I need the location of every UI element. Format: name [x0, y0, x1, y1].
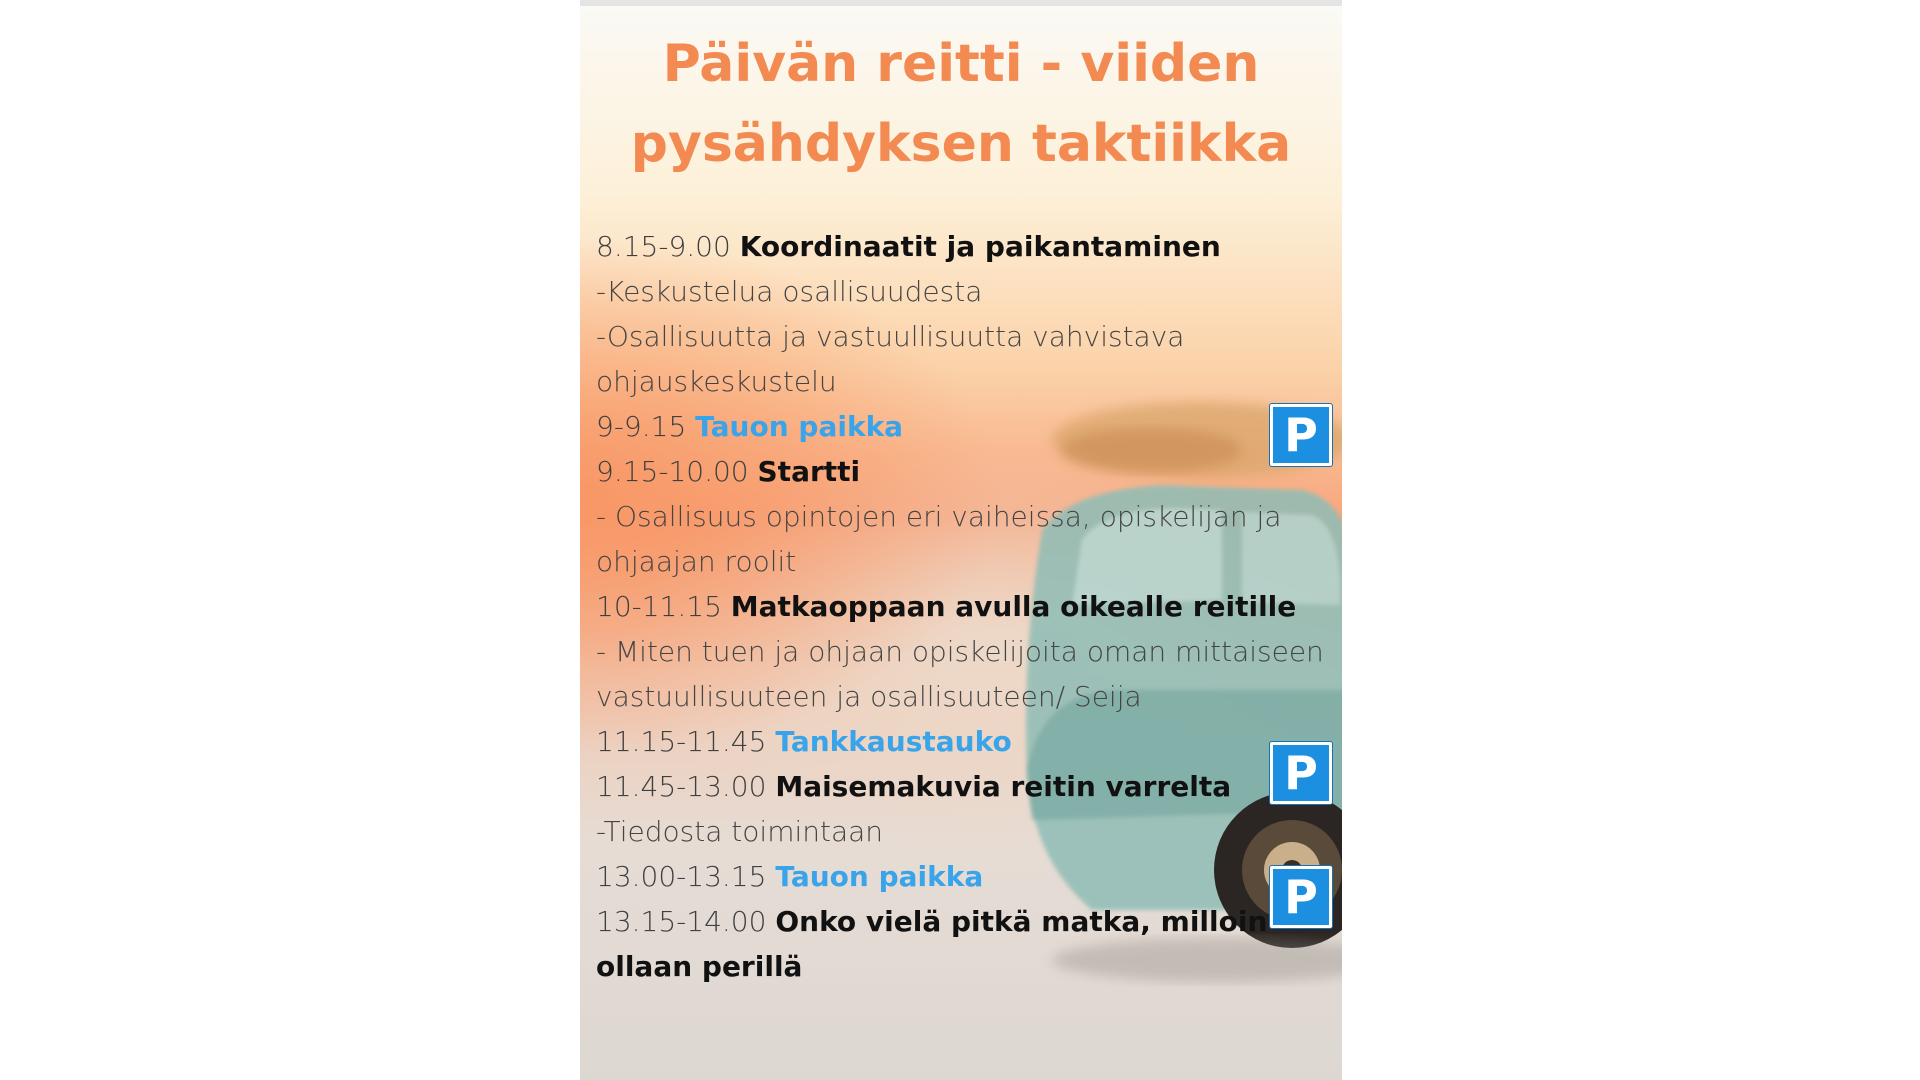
poster	[580, 0, 1342, 1080]
agenda-title: Maisemakuvia reitin varrelta	[775, 770, 1232, 803]
agenda-time: 10-11.15	[596, 590, 722, 623]
parking-sign-icon: P	[1270, 742, 1332, 804]
agenda-note: -Tiedosta toimintaan	[596, 815, 884, 848]
parking-sign-icon: P	[1270, 404, 1332, 466]
agenda-list	[596, 224, 1336, 989]
agenda-note: -Keskustelua osallisuudesta	[596, 275, 983, 308]
agenda-time: 9-9.15	[596, 410, 687, 443]
agenda-note: - Osallisuus opintojen eri vaiheissa, opiskelijan ja ohjaajan roolit	[596, 500, 1282, 578]
agenda-title: Startti	[757, 455, 861, 488]
title-line-2: pysähdyksen taktiikka	[630, 114, 1292, 174]
agenda-time: 8.15-9.00	[596, 230, 731, 263]
agenda-note: -Osallisuutta ja vastuullisuutta vahvistava ohjauskeskustelu	[596, 320, 1185, 398]
agenda-time: 11.45-13.00	[596, 770, 767, 803]
parking-sign-icon: P	[1270, 866, 1332, 928]
agenda-break-label: Tauon paikka	[775, 860, 984, 893]
agenda-time: 11.15-11.45	[596, 725, 767, 758]
agenda-item	[596, 224, 1336, 269]
agenda-item	[596, 854, 1336, 899]
agenda-item	[596, 764, 1336, 809]
agenda-title: Onko vielä pitkä matka, milloin ollaan perillä	[596, 905, 1268, 983]
agenda-break-label: Tauon paikka	[695, 410, 904, 443]
agenda-time: 9.15-10.00	[596, 455, 749, 488]
title-line-1: Päivän reitti - viiden	[662, 34, 1260, 94]
agenda-item	[596, 584, 1336, 629]
agenda-title: Koordinaatit ja paikantaminen	[739, 230, 1221, 263]
agenda-time: 13.15-14.00	[596, 905, 767, 938]
agenda-break-label: Tankkaustauko	[775, 725, 1012, 758]
agenda-time: 13.00-13.15	[596, 860, 767, 893]
agenda-item	[596, 404, 1336, 449]
page-title	[580, 24, 1342, 184]
agenda-note: - Miten tuen ja ohjaan opiskelijoita oman mittaiseen vastuullisuuteen ja osallisuuteen/ Seija	[596, 635, 1324, 713]
agenda-title: Matkaoppaan avulla oikealle reitille	[730, 590, 1297, 623]
agenda-item	[596, 719, 1336, 764]
agenda-item	[596, 899, 1296, 989]
agenda-item	[596, 449, 1336, 494]
